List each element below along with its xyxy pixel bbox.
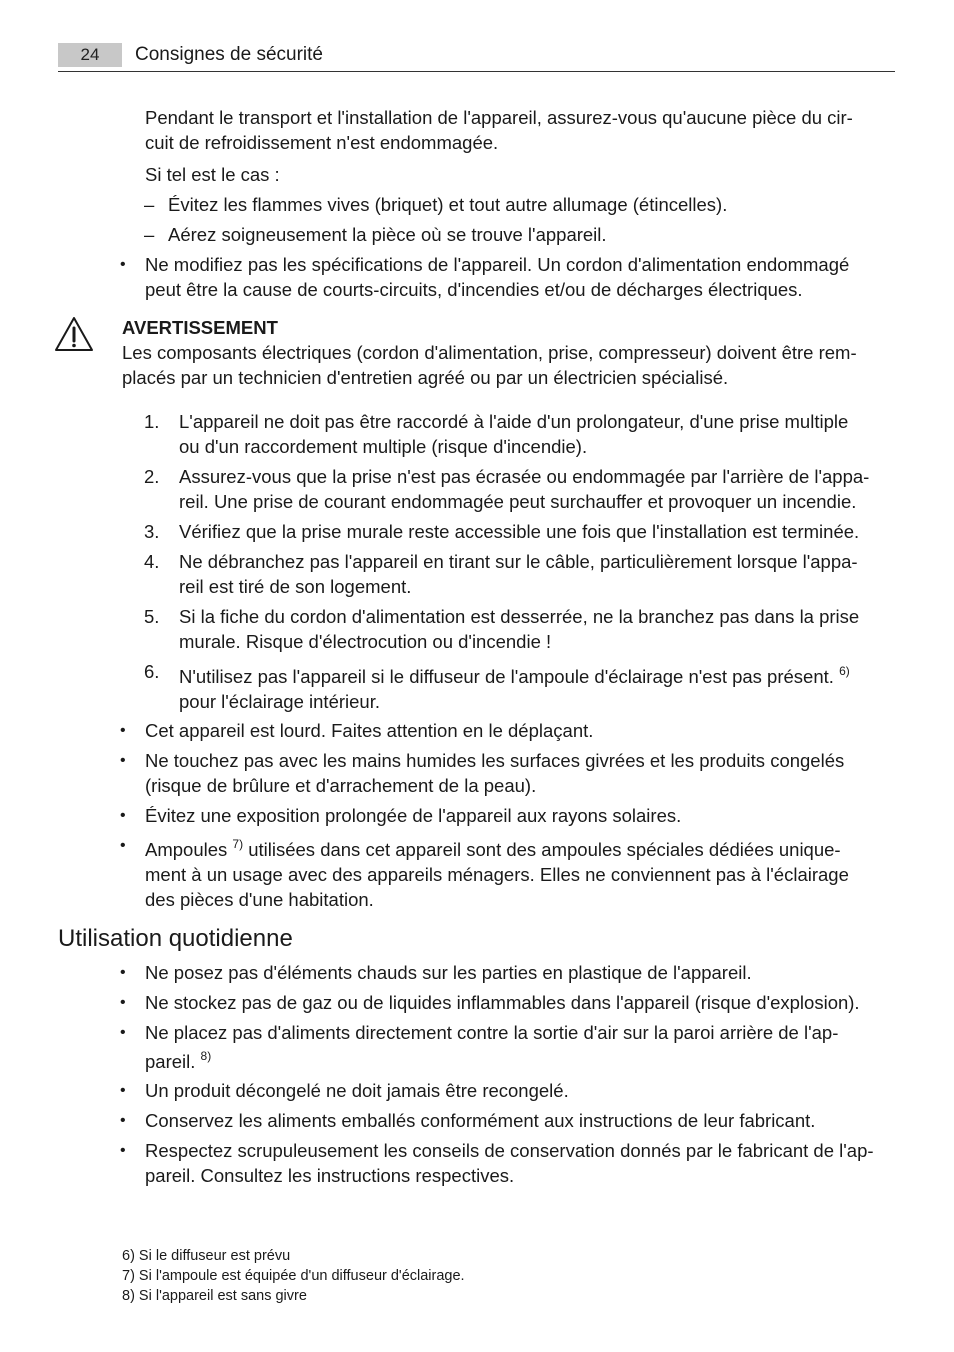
footnote-ref: 7) [232, 837, 244, 851]
bullet-text: ment à un usage avec des appareils ménagers. Elles ne conviennent pas à l'éclairage [145, 864, 849, 885]
footnote: 6) Si le diffuseur est prévu [122, 1248, 291, 1264]
bullet-marker: • [120, 1024, 126, 1041]
dash-item: Évitez les flammes vives (briquet) et tout autre allumage (étincelles). [168, 194, 728, 215]
bullet-marker: • [120, 256, 126, 273]
bullet-marker: • [120, 1082, 126, 1099]
bullet-text-main: pareil. [145, 1051, 196, 1072]
bullet-text-start: Ampoules [145, 839, 228, 860]
footnote: 7) Si l'ampoule est équipée d'un diffuseur d'éclairage. [122, 1268, 465, 1284]
bullet-text: Évitez une exposition prolongée de l'appareil aux rayons solaires. [145, 805, 682, 826]
bullet-text: (risque de brûlure et d'arrachement de la peau). [145, 775, 537, 796]
bullet-text: Ne placez pas d'aliments directement contre la sortie d'air sur la paroi arrière de l'ap- [145, 1022, 839, 1043]
intro-line: cuit de refroidissement n'est endommagée. [145, 132, 499, 153]
bullet-text: peut être la cause de courts-circuits, d'incendies et/ou de décharges électriques. [145, 279, 803, 300]
step-number: 3. [144, 521, 160, 542]
step-text: L'appareil ne doit pas être raccordé à l'aide d'un prolongateur, d'une prise multiple [179, 411, 849, 432]
step-text: ou d'un raccordement multiple (risque d'incendie). [179, 436, 588, 457]
bullet-marker: • [120, 807, 126, 824]
bullet-text: Un produit décongelé ne doit jamais être recongelé. [145, 1080, 569, 1101]
bullet-text: Ne touchez pas avec les mains humides les surfaces givrées et les produits congelés [145, 750, 845, 771]
step-number: 1. [144, 411, 160, 432]
section-title: Consignes de sécurité [135, 44, 323, 65]
bullet-marker: • [120, 964, 126, 981]
bullet-text-rest: utilisées dans cet appareil sont des ampoules spéciales dédiées unique- [248, 839, 841, 860]
page-header [58, 41, 895, 72]
step-number: 5. [144, 606, 160, 627]
bullet-text [145, 837, 841, 862]
bullet-text: Cet appareil est lourd. Faites attention en le déplaçant. [145, 720, 594, 741]
footnote: 8) Si l'appareil est sans givre [122, 1288, 307, 1304]
bullet-text: pareil. Consultez les instructions respectives. [145, 1165, 515, 1186]
step-text: reil. Une prise de courant endommagée peut surchauffer et provoquer un incendie. [179, 491, 857, 512]
bullet-marker: • [120, 1112, 126, 1129]
intro-line: Pendant le transport et l'installation de l'appareil, assurez-vous qu'aucune pièce du cir- [145, 107, 853, 128]
dash-marker: – [144, 224, 155, 245]
step-text: Assurez-vous que la prise n'est pas écrasée ou endommagée par l'arrière de l'appa- [179, 466, 870, 487]
bullet-text: des pièces d'une habitation. [145, 889, 374, 910]
bullet-text: Ne modifiez pas les spécifications de l'appareil. Un cordon d'alimentation endommagé [145, 254, 850, 275]
bullet-marker: • [120, 837, 126, 854]
page-number: 24 [58, 43, 122, 67]
section-heading: Utilisation quotidienne [58, 925, 293, 952]
bullet-text: Ne posez pas d'éléments chauds sur les parties en plastique de l'appareil. [145, 962, 752, 983]
dash-item: Aérez soigneusement la pièce où se trouve l'appareil. [168, 224, 607, 245]
bullet-marker: • [120, 752, 126, 769]
step-text: reil est tiré de son logement. [179, 576, 412, 597]
step-number: 2. [144, 466, 160, 487]
step-text: pour l'éclairage intérieur. [179, 691, 380, 712]
step-text: Ne débranchez pas l'appareil en tirant sur le câble, particulièrement lorsque l'appa- [179, 551, 858, 572]
step-text-main: N'utilisez pas l'appareil si le diffuseur de l'ampoule d'éclairage n'est pas présent. [179, 666, 834, 687]
intro-case: Si tel est le cas : [145, 164, 280, 185]
bullet-marker: • [120, 994, 126, 1011]
bullet-text [145, 1049, 211, 1074]
step-number: 6. [144, 661, 160, 682]
step-text: murale. Risque d'électrocution ou d'incendie ! [179, 631, 552, 652]
step-text: Si la fiche du cordon d'alimentation est desserrée, ne la branchez pas dans la prise [179, 606, 860, 627]
footnote-ref: 8) [200, 1049, 212, 1063]
bullet-marker: • [120, 722, 126, 739]
step-text [179, 664, 850, 689]
dash-marker: – [144, 194, 155, 215]
step-number: 4. [144, 551, 160, 572]
footnote-ref: 6) [839, 664, 850, 678]
warning-text: Les composants électriques (cordon d'alimentation, prise, compresseur) doivent être rem- [122, 342, 857, 363]
warning-text: placés par un technicien d'entretien agréé ou par un électricien spécialisé. [122, 367, 729, 388]
warning-triangle-icon [54, 316, 94, 352]
warning-title: AVERTISSEMENT [122, 317, 278, 338]
bullet-text: Ne stockez pas de gaz ou de liquides inflammables dans l'appareil (risque d'explosion). [145, 992, 860, 1013]
bullet-text: Conservez les aliments emballés conformément aux instructions de leur fabricant. [145, 1110, 816, 1131]
bullet-marker: • [120, 1142, 126, 1159]
bullet-text: Respectez scrupuleusement les conseils de conservation donnés par le fabricant de l'ap- [145, 1140, 874, 1161]
step-text: Vérifiez que la prise murale reste accessible une fois que l'installation est terminée. [179, 521, 860, 542]
